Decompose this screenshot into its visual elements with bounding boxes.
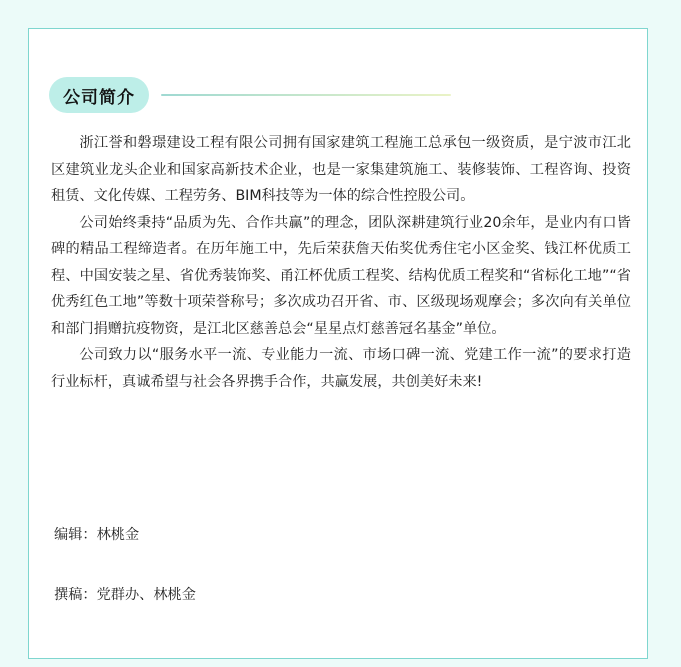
paragraph-mission: 公司致力以“服务水平一流、专业能力一流、市场口碑一流、党建工作一流”的要求打造行业标杆，真诚希望与社会各界携手合作，共赢发展，共创美好未来! [51, 347, 631, 390]
writer-credit: 撰稿：党群办、林桃金 [54, 587, 196, 603]
section-header [49, 77, 451, 113]
article-body [51, 130, 631, 395]
paragraph-honors: 公司始终秉持“品质为先、合作共赢”的理念，团队深耕建筑行业20余年，是业内有口皆碑的精品工程缔造者。在历年施工中，先后荣获詹天佑奖优秀住宅小区金奖、钱江杯优质工程、中国安装之星、省优秀装饰奖、甬江杯优质工程奖、结构优质工程奖和“省标化工地”“省优秀红色工地”等数十项荣誉称号；多次成功召开省、市、区级现场观摩会；多次向有关单位和部门捐赠抗疫物资，是江北区慈善总会“星星点灯慈善冠名基金”单位。 [51, 214, 631, 337]
header-divider [161, 94, 451, 96]
section-title: 公司简介 [49, 77, 149, 113]
editor-credit: 编辑：林桃金 [54, 527, 140, 543]
paragraph-intro: 浙江誉和磐璟建设工程有限公司拥有国家建筑工程施工总承包一级资质，是宁波市江北区建筑业龙头企业和国家高新技术企业，也是一家集建筑施工、装修装饰、工程咨询、投资租赁、文化传媒、工程劳务、BIM科技等为一体的综合性控股公司。 [51, 135, 631, 204]
article-card [28, 28, 648, 659]
